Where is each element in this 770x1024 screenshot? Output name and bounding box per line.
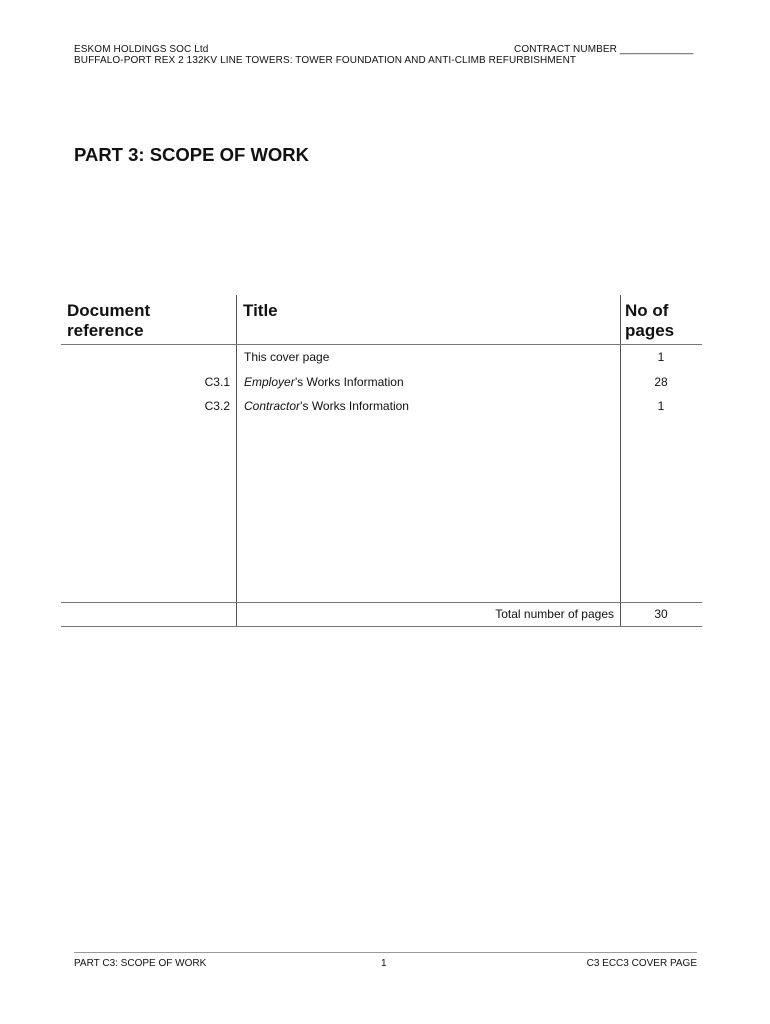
column-header-reference-line1: Document — [67, 301, 151, 320]
row-reference: C3.1 — [204, 375, 230, 389]
page-title: PART 3: SCOPE OF WORK — [74, 144, 310, 165]
header-company: ESKOM HOLDINGS SOC Ltd — [74, 44, 209, 55]
row-title-text: This cover page — [244, 350, 330, 364]
row-title-text: ’s Works Information — [294, 375, 404, 389]
row-pages: 1 — [657, 399, 665, 413]
row-title — [244, 350, 329, 364]
row-title-emphasis: Employer — [244, 375, 295, 389]
row-title — [244, 375, 404, 389]
table-header-rule — [61, 344, 702, 345]
footer-page-number: 1 — [381, 958, 387, 969]
column-header-pages — [625, 301, 674, 341]
column-header-title: Title — [243, 301, 278, 320]
column-header-pages-line1: No of — [625, 301, 669, 320]
row-title — [244, 399, 409, 413]
row-pages: 28 — [654, 375, 668, 389]
header-contract-number: CONTRACT NUMBER _____________ — [514, 44, 694, 55]
total-pages-label: Total number of pages — [495, 607, 614, 621]
table-total-rule-bottom — [61, 626, 702, 627]
footer-section: PART C3: SCOPE OF WORK — [74, 958, 207, 969]
header-project: BUFFALO-PORT REX 2 132KV LINE TOWERS: TOWER FOUNDATION AND ANTI-CLIMB REFURBISHMENT — [74, 55, 577, 66]
row-title-emphasis: Contractor — [244, 399, 301, 413]
table-total-rule-top — [61, 602, 702, 603]
row-pages: 1 — [657, 350, 665, 364]
row-reference: C3.2 — [204, 399, 230, 413]
total-pages-value: 30 — [654, 607, 668, 621]
column-header-pages-line2: pages — [625, 321, 675, 340]
footer-document-name: C3 ECC3 COVER PAGE — [586, 958, 697, 969]
column-header-reference-line2: reference — [67, 321, 144, 340]
footer-rule — [74, 952, 697, 953]
column-header-reference — [67, 301, 150, 341]
row-title-text: ’s Works Information — [300, 399, 409, 413]
